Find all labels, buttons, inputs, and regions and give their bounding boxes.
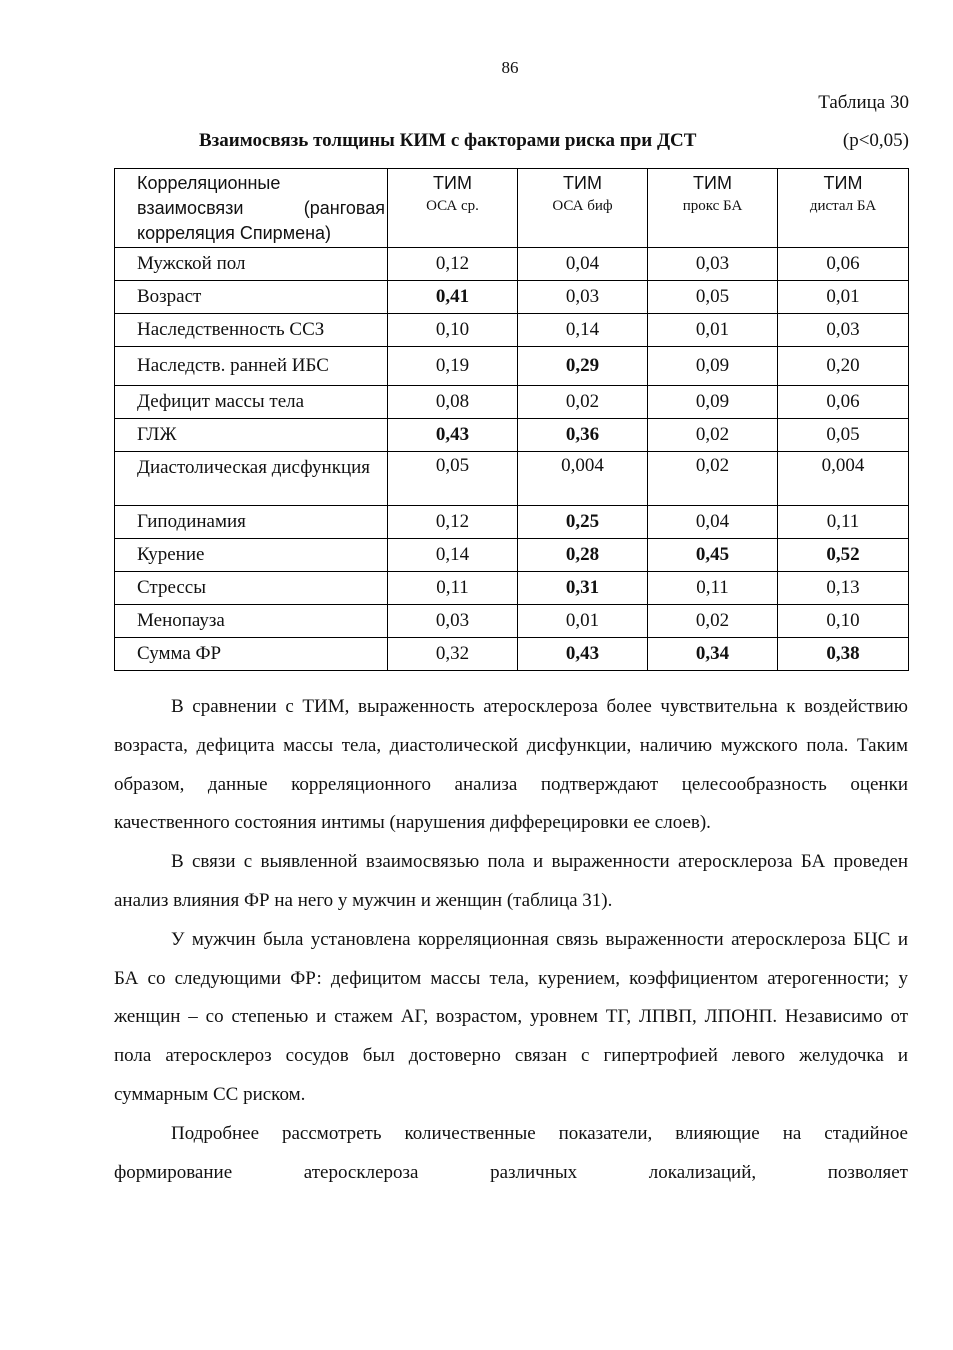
row-label: Наследственность ССЗ <box>115 314 388 347</box>
table-row <box>115 248 909 281</box>
header-col-sub: ОСА биф <box>552 198 613 214</box>
header-col-top: ТИМ <box>433 173 472 193</box>
table-row <box>115 314 909 347</box>
header-col-sub: дистал БА <box>809 198 877 214</box>
value-cell: 0,02 <box>648 452 778 506</box>
header-col-3 <box>648 169 778 248</box>
page-number: 86 <box>501 58 519 77</box>
header-word: взаимосвязи <box>137 198 244 218</box>
value-cell: 0,43 <box>518 638 648 671</box>
row-label: Наследств. ранней ИБС <box>115 347 388 386</box>
header-col-4 <box>778 169 909 248</box>
row-label: Диастолическая дисфункция <box>115 452 388 506</box>
table-label: Таблица 30 <box>818 92 909 113</box>
value-cell: 0,28 <box>518 539 648 572</box>
value-cell: 0,12 <box>388 248 518 281</box>
header-col-sub: ОСА ср. <box>426 198 479 214</box>
value-cell: 0,04 <box>518 248 648 281</box>
header-word: (ранговая <box>303 198 385 218</box>
value-cell: 0,10 <box>778 605 909 638</box>
value-cell: 0,14 <box>518 314 648 347</box>
value-cell: 0,06 <box>778 248 909 281</box>
row-label: Дефицит массы тела <box>115 386 388 419</box>
header-col-2 <box>518 169 648 248</box>
value-cell: 0,05 <box>388 452 518 506</box>
value-cell: 0,03 <box>518 281 648 314</box>
value-cell: 0,52 <box>778 539 909 572</box>
value-cell: 0,32 <box>388 638 518 671</box>
value-cell: 0,25 <box>518 506 648 539</box>
value-cell: 0,03 <box>648 248 778 281</box>
value-cell: 0,11 <box>388 572 518 605</box>
row-label: Гиподинамия <box>115 506 388 539</box>
value-cell: 0,08 <box>388 386 518 419</box>
value-cell: 0,004 <box>518 452 648 506</box>
table-row <box>115 638 909 671</box>
value-cell: 0,02 <box>648 605 778 638</box>
value-cell: 0,19 <box>388 347 518 386</box>
value-cell: 0,02 <box>518 386 648 419</box>
table-header-row <box>115 169 909 248</box>
value-cell: 0,45 <box>648 539 778 572</box>
value-cell: 0,05 <box>648 281 778 314</box>
header-col-top: ТИМ <box>693 173 732 193</box>
value-cell: 0,20 <box>778 347 909 386</box>
header-correlations <box>115 169 388 248</box>
value-cell: 0,11 <box>648 572 778 605</box>
value-cell: 0,36 <box>518 419 648 452</box>
header-line <box>137 196 387 221</box>
row-label: Мужской пол <box>115 248 388 281</box>
table-row <box>115 605 909 638</box>
table-row <box>115 452 909 506</box>
paragraph: В сравнении с ТИМ, выраженность атеросклероза более чувствительна к воздействию возраста, дефицита массы тела, диастолической дисфункции, наличию мужского пола. Таким образом, данные корреляционного анализа подтверждают целесообразность оценки качественного состояния интимы (нарушения дифферецировки ее слоев). <box>114 696 908 834</box>
row-label: Стрессы <box>115 572 388 605</box>
table-row <box>115 386 909 419</box>
value-cell: 0,11 <box>778 506 909 539</box>
row-label: ГЛЖ <box>115 419 388 452</box>
value-cell: 0,14 <box>388 539 518 572</box>
value-cell: 0,38 <box>778 638 909 671</box>
row-label: Возраст <box>115 281 388 314</box>
value-cell: 0,01 <box>648 314 778 347</box>
value-cell: 0,01 <box>778 281 909 314</box>
table-row <box>115 506 909 539</box>
value-cell: 0,03 <box>388 605 518 638</box>
header-line: Корреляционные <box>137 173 281 193</box>
value-cell: 0,12 <box>388 506 518 539</box>
value-cell: 0,29 <box>518 347 648 386</box>
table-row <box>115 539 909 572</box>
value-cell: 0,43 <box>388 419 518 452</box>
row-label: Менопауза <box>115 605 388 638</box>
table-row <box>115 281 909 314</box>
value-cell: 0,02 <box>648 419 778 452</box>
value-cell: 0,41 <box>388 281 518 314</box>
header-col-top: ТИМ <box>563 173 602 193</box>
table-row <box>115 347 909 386</box>
value-cell: 0,01 <box>518 605 648 638</box>
value-cell: 0,004 <box>778 452 909 506</box>
value-cell: 0,05 <box>778 419 909 452</box>
row-label: Сумма ФР <box>115 638 388 671</box>
table-body <box>115 248 909 671</box>
value-cell: 0,06 <box>778 386 909 419</box>
header-col-sub: прокс БА <box>682 198 743 214</box>
body-text <box>114 688 908 1192</box>
value-cell: 0,13 <box>778 572 909 605</box>
value-cell: 0,03 <box>778 314 909 347</box>
caption-p-value: (p<0,05) <box>842 130 909 151</box>
paragraph: В связи с выявленной взаимосвязью пола и выраженности атеросклероза БА проведен анализ влияния ФР на него у мужчин и женщин (таблица 31). <box>114 851 908 911</box>
table-row <box>115 419 909 452</box>
header-line: корреляция Спирмена) <box>137 223 332 243</box>
header-col-1 <box>388 169 518 248</box>
value-cell: 0,09 <box>648 386 778 419</box>
value-cell: 0,04 <box>648 506 778 539</box>
paragraph: У мужчин была установлена корреляционная связь выраженности атеросклероза БЦС и БА со следующими ФР: дефицитом массы тела, курением, коэффициентом атерогенности; у женщин – со степенью и стажем АГ, возрастом, уровнем ТГ, ЛПВП, ЛПОНП. Независимо от пола атеросклероз сосудов был достоверно связан с гипертрофией левого желудочка и суммарным СС риском. <box>114 928 908 1105</box>
correlation-table <box>114 168 909 671</box>
value-cell: 0,09 <box>648 347 778 386</box>
table-row <box>115 572 909 605</box>
row-label: Курение <box>115 539 388 572</box>
value-cell: 0,31 <box>518 572 648 605</box>
paragraph: Подробнее рассмотреть количественные показатели, влияющие на стадийное формирование атеросклероза различных локализаций, позволяет <box>114 1122 908 1183</box>
header-col-top: ТИМ <box>823 173 863 193</box>
value-cell: 0,10 <box>388 314 518 347</box>
value-cell: 0,34 <box>648 638 778 671</box>
caption-title: Взаимосвязь толщины КИМ с факторами риска при ДСТ <box>199 130 697 151</box>
